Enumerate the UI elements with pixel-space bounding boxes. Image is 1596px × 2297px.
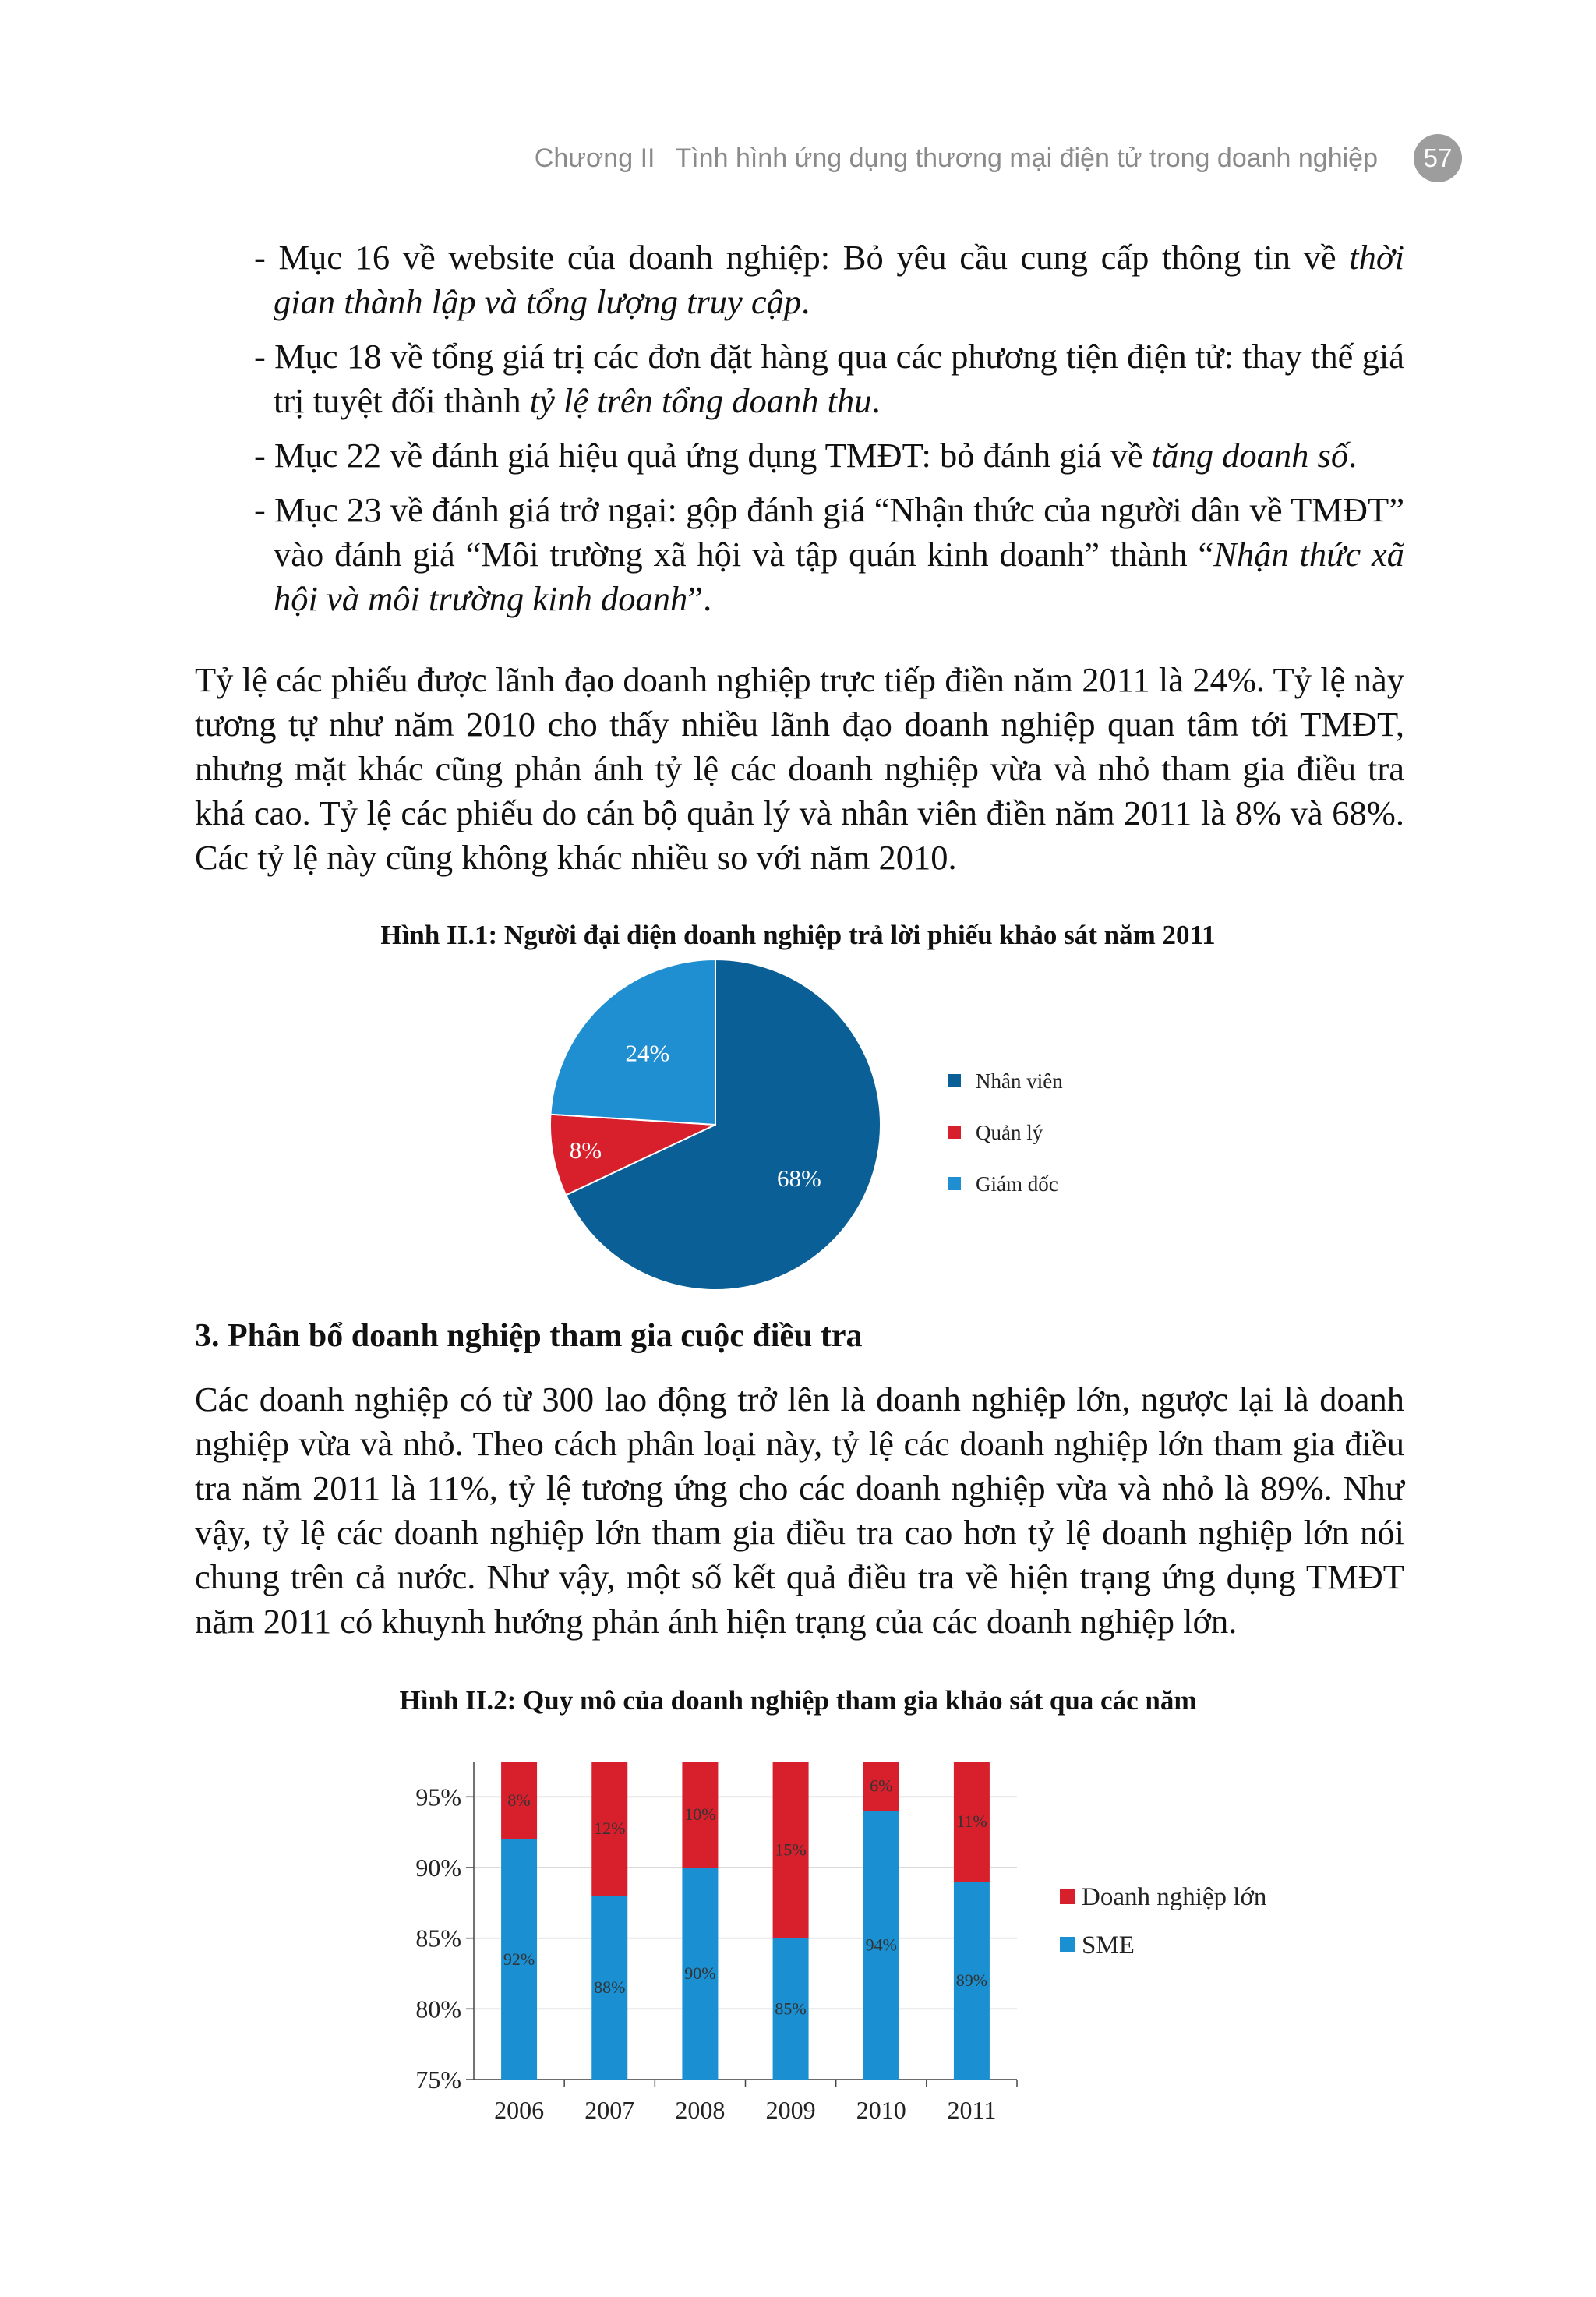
data-label: 8% xyxy=(507,1790,531,1810)
data-label: 10% xyxy=(684,1804,716,1824)
y-tick-label: 90% xyxy=(415,1854,461,1882)
x-tick-label: 2011 xyxy=(947,2096,997,2124)
data-label: 15% xyxy=(775,1839,807,1860)
y-tick-label: 95% xyxy=(415,1783,461,1811)
legend-swatch xyxy=(1060,1937,1075,1952)
figure-title: Hình II.1: Người đại diện doanh nghiệp trả lời phiếu khảo sát năm 2011 xyxy=(380,920,1216,950)
list-item: - Mục 23 về đánh giá trở ngại: gộp đánh giá “Nhận thức của người dân về TMĐT” vào đánh giá “Môi trường xã hội và tập quán kinh doanh” thành “Nhận thức xã hội và môi trường kinh doanh”. xyxy=(254,490,1404,618)
y-tick-label: 85% xyxy=(415,1924,461,1952)
legend-swatch xyxy=(948,1074,961,1087)
stacked-bar-chart xyxy=(390,1742,1309,2147)
chapter-title: Tình hình ứng dụng thương mại điện tử trong doanh nghiệp xyxy=(675,143,1378,173)
legend-swatch xyxy=(1060,1889,1075,1904)
slice-label: 8% xyxy=(569,1136,602,1164)
data-label: 92% xyxy=(503,1949,535,1969)
slice-label: 24% xyxy=(625,1039,670,1067)
data-label: 88% xyxy=(594,1977,626,1998)
data-label: 90% xyxy=(684,1963,716,1983)
legend-label: Doanh nghiệp lớn xyxy=(1082,1883,1267,1911)
x-tick-label: 2010 xyxy=(856,2096,906,2124)
data-label: 94% xyxy=(865,1935,897,1955)
y-tick-label: 80% xyxy=(415,1995,461,2023)
y-tick-label: 75% xyxy=(415,2066,461,2094)
figure-title: Hình II.2: Quy mô của doanh nghiệp tham gia khảo sát qua các năm xyxy=(399,1685,1197,1716)
data-label: 85% xyxy=(775,1998,807,2019)
list-item: - Mục 22 về đánh giá hiệu quả ứng dụng TMĐT: bỏ đánh giá về tăng doanh số. xyxy=(254,436,1358,475)
section-heading: 3. Phân bổ doanh nghiệp tham gia cuộc điều tra xyxy=(195,1318,863,1354)
data-label: 89% xyxy=(955,1970,988,1991)
legend-label: SME xyxy=(1082,1931,1135,1960)
page-number-badge: 57 xyxy=(1414,134,1462,182)
x-tick-label: 2009 xyxy=(765,2096,816,2124)
legend-swatch xyxy=(948,1177,961,1190)
legend-label: Nhân viên xyxy=(976,1069,1063,1093)
data-label: 12% xyxy=(594,1818,626,1839)
changes-list xyxy=(254,235,1404,631)
data-label: 6% xyxy=(870,1776,893,1796)
body-paragraph: Tỷ lệ các phiếu được lãnh đạo doanh nghiệp trực tiếp điền năm 2011 là 24%. Tỷ lệ này tương tự như năm 2010 cho thấy nhiều lãnh đạo doanh nghiệp quan tâm tới TMĐT, nhưng mặt khác cũng phản ánh tỷ lệ các doanh nghiệp vừa và nhỏ tham gia điều tra khá cao. Tỷ lệ các phiếu do cán bộ quản lý và nhân viên điền năm 2011 là 8% và 68%. Các tỷ lệ này cũng không khác nhiều so với năm 2010. xyxy=(195,660,1404,877)
x-tick-label: 2006 xyxy=(494,2096,545,2124)
slice-label: 68% xyxy=(776,1164,821,1193)
legend-label: Quản lý xyxy=(976,1121,1043,1144)
list-item: - Mục 18 về tổng giá trị các đơn đặt hàng qua các phương tiện điện tử: thay thế giá trị tuyệt đối thành tỷ lệ trên tổng doanh thu. xyxy=(254,337,1404,420)
legend-swatch xyxy=(948,1126,961,1139)
x-tick-label: 2007 xyxy=(584,2096,635,2124)
page-header xyxy=(535,134,1462,182)
list-item: - Mục 16 về website của doanh nghiệp: Bỏ yêu cầu cung cấp thông tin về thời gian thành lập và tổng lượng truy cập. xyxy=(254,238,1404,321)
pie-chart xyxy=(538,955,1130,1298)
legend-label: Giám đốc xyxy=(976,1172,1058,1196)
chapter-label: Chương II xyxy=(534,143,655,173)
x-tick-label: 2008 xyxy=(675,2096,726,2124)
body-paragraph: Các doanh nghiệp có từ 300 lao động trở lên là doanh nghiệp lớn, ngược lại là doanh nghiệp vừa và nhỏ. Theo cách phân loại này, tỷ lệ các doanh nghiệp lớn tham gia điều tra năm 2011 là 11%, tỷ lệ tương ứng cho các doanh nghiệp vừa và nhỏ là 89%. Như vậy, tỷ lệ các doanh nghiệp lớn tham gia điều tra cao hơn tỷ lệ doanh nghiệp lớn nói chung trên cả nước. Như vậy, một số kết quả điều tra về hiện trạng ứng dụng TMĐT năm 2011 có khuynh hướng phản ánh hiện trạng của các doanh nghiệp lớn. xyxy=(195,1380,1404,1641)
data-label: 11% xyxy=(956,1811,987,1832)
